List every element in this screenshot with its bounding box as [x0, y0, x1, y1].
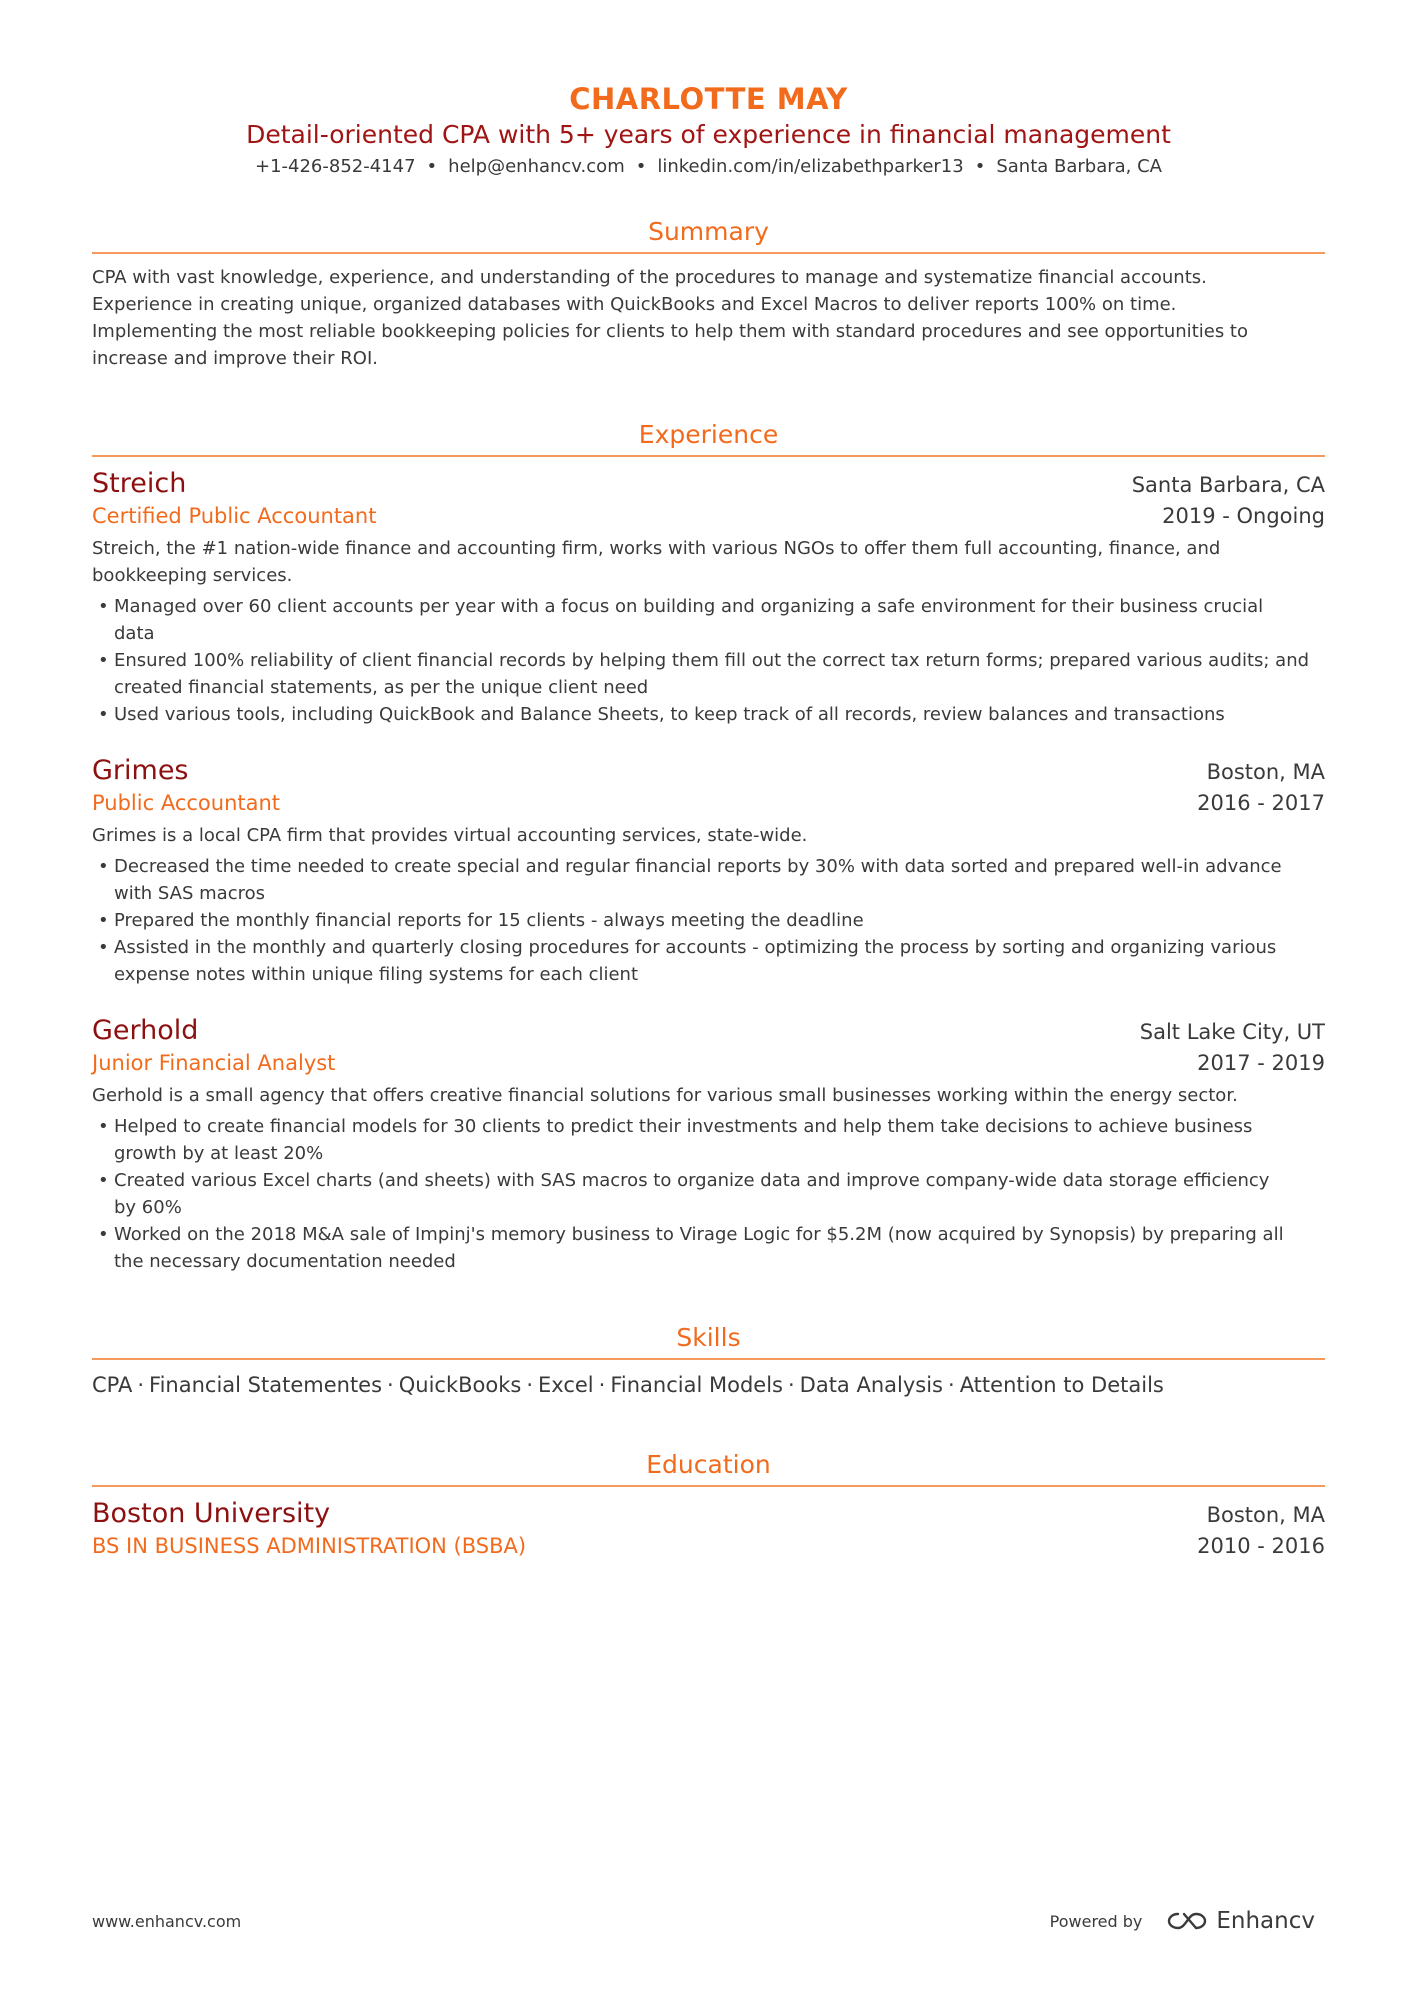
- candidate-headline: Detail-oriented CPA with 5+ years of experience in financial management: [246, 120, 1171, 149]
- company-name: Streich: [92, 468, 187, 499]
- bullet-line: Decreased the time needed to create special and regular financial reports by 30% with data sorted and prepared well-in advance: [114, 856, 1282, 877]
- summary-text: [92, 264, 1325, 372]
- job-location: Boston, MA: [1206, 760, 1325, 784]
- bullet-dot-icon: •: [98, 596, 109, 617]
- contact-location: Santa Barbara, CA: [996, 156, 1162, 177]
- skill-item: Data Analysis: [799, 1373, 943, 1397]
- contact-separator: •: [635, 156, 647, 177]
- job-dates: 2016 - 2017: [1197, 791, 1325, 815]
- bullet-dot-icon: •: [98, 1224, 109, 1245]
- phone-number: +1-426-852-4147: [255, 156, 416, 177]
- summary-line: Experience in creating unique, organized databases with QuickBooks and Excel Macros to deliver reports 100% on time.: [92, 294, 1177, 315]
- bullet-dot-icon: •: [98, 856, 109, 877]
- job-title: Public Accountant: [92, 791, 281, 815]
- page-footer: [92, 1908, 1325, 1934]
- skill-item: CPA: [92, 1373, 133, 1397]
- school-name: Boston University: [92, 1498, 331, 1529]
- summary-line: Implementing the most reliable bookkeeping policies for clients to help them with standard procedures and see opportunities to: [92, 321, 1248, 342]
- education-dates: 2010 - 2016: [1197, 1534, 1325, 1558]
- skills-list: [92, 1370, 1325, 1400]
- job-title: Certified Public Accountant: [92, 504, 377, 528]
- bullet-line: Ensured 100% reliability of client financial records by helping them fill out the correct tax return forms; prepared various audits; and: [114, 650, 1310, 671]
- bullet-line: Prepared the monthly financial reports for 15 clients - always meeting the deadline: [114, 910, 864, 931]
- experience-entry: [92, 467, 1325, 728]
- bullet-line: Worked on the 2018 M&A sale of Impinj's memory business to Virage Logic for $5.2M (now acquired by Synopsis) by preparing all: [114, 1224, 1284, 1245]
- section-divider: [92, 1358, 1325, 1360]
- school-location: Boston, MA: [1206, 1503, 1325, 1527]
- description-line: Gerhold is a small agency that offers creative financial solutions for various small businesses working within the energy sector.: [92, 1085, 1238, 1106]
- bullet-dot-icon: •: [98, 910, 109, 931]
- bullet-line: Helped to create financial models for 30 clients to predict their investments and help them take decisions to achieve business: [114, 1116, 1253, 1137]
- job-title: Junior Financial Analyst: [92, 1051, 336, 1075]
- bullet-line: Assisted in the monthly and quarterly closing procedures for accounts - optimizing the process by sorting and organizing various: [114, 937, 1277, 958]
- skill-item: Attention to Details: [959, 1373, 1164, 1397]
- company-description: [92, 535, 1325, 589]
- enhancv-logo[interactable]: [1166, 1908, 1315, 1934]
- resume-page: [92, 0, 1325, 1561]
- skill-item: Excel: [538, 1373, 594, 1397]
- bullet-dot-icon: •: [98, 650, 109, 671]
- achievement-item: [92, 853, 1325, 907]
- company-name: Grimes: [92, 755, 189, 786]
- skill-separator: ·: [526, 1373, 534, 1397]
- achievement-item: [92, 1113, 1325, 1167]
- summary-line: CPA with vast knowledge, experience, and understanding of the procedures to manage and systematize financial accounts.: [92, 267, 1207, 288]
- candidate-name: CHARLOTTE MAY: [569, 82, 848, 116]
- linkedin-url: linkedin.com/in/elizabethparker13: [657, 156, 964, 177]
- achievement-item: [92, 1167, 1325, 1221]
- achievement-item: [92, 593, 1325, 647]
- contact-line: [92, 153, 1325, 181]
- experience-heading: Experience: [638, 420, 779, 449]
- degree-name: BS IN BUSINESS ADMINISTRATION (BSBA): [92, 1534, 527, 1558]
- company-name: Gerhold: [92, 1015, 199, 1046]
- summary-heading: Summary: [648, 217, 769, 246]
- experience-entry: [92, 1014, 1325, 1275]
- bullet-line: Created various Excel charts (and sheets) with SAS macros to organize data and improve company-wide data storage efficiency: [114, 1170, 1270, 1191]
- bullet-line: by 60%: [114, 1197, 182, 1218]
- job-location: Salt Lake City, UT: [1139, 1020, 1325, 1044]
- resume-header: [92, 0, 1325, 181]
- section-divider: [92, 455, 1325, 457]
- skill-item: QuickBooks: [398, 1373, 522, 1397]
- bullet-line: Used various tools, including QuickBook and Balance Sheets, to keep track of all records, review balances and transactions: [114, 704, 1225, 725]
- bullet-line: data: [114, 623, 155, 644]
- enhancv-brand-name: Enhancv: [1216, 1908, 1315, 1934]
- skill-separator: ·: [387, 1373, 394, 1397]
- bullet-dot-icon: •: [98, 937, 109, 958]
- description-line: Grimes is a local CPA firm that provides virtual accounting services, state-wide.: [92, 825, 808, 846]
- bullet-dot-icon: •: [98, 1116, 109, 1137]
- skill-separator: ·: [137, 1373, 145, 1397]
- description-line: bookkeeping services.: [92, 565, 293, 586]
- bullet-dot-icon: •: [98, 1170, 109, 1191]
- bullet-line: with SAS macros: [114, 883, 265, 904]
- skill-separator: ·: [948, 1373, 955, 1397]
- powered-by-label: Powered by: [1049, 1911, 1143, 1931]
- bullet-line: the necessary documentation needed: [114, 1251, 456, 1272]
- achievement-list: [92, 853, 1325, 988]
- skill-separator: ·: [598, 1373, 606, 1397]
- skills-heading: Skills: [676, 1323, 741, 1352]
- job-location: Santa Barbara, CA: [1131, 473, 1325, 497]
- job-dates: 2019 - Ongoing: [1162, 504, 1325, 528]
- email-address: help@enhancv.com: [448, 156, 625, 177]
- achievement-list: [92, 1113, 1325, 1275]
- achievement-item: [92, 701, 1325, 728]
- bullet-dot-icon: •: [98, 704, 109, 725]
- skill-item: Financial Statementes: [149, 1373, 383, 1397]
- skill-separator: ·: [787, 1373, 795, 1397]
- bullet-line: expense notes within unique filing systems for each client: [114, 964, 639, 985]
- company-description: [92, 1082, 1325, 1109]
- section-divider: [92, 252, 1325, 254]
- enhancv-logo-icon: [1166, 1910, 1208, 1932]
- bullet-line: created financial statements, as per the unique client need: [114, 677, 649, 698]
- bullet-line: Managed over 60 client accounts per year with a focus on building and organizing a safe environment for their business crucial: [114, 596, 1264, 617]
- achievement-item: [92, 1221, 1325, 1275]
- bullet-line: growth by at least 20%: [114, 1143, 324, 1164]
- company-description: [92, 822, 1325, 849]
- education-heading: Education: [646, 1450, 771, 1479]
- contact-separator: •: [974, 156, 986, 177]
- education-entry: [92, 1497, 1325, 1561]
- achievement-item: [92, 647, 1325, 701]
- achievement-item: [92, 907, 1325, 934]
- contact-separator: •: [426, 156, 438, 177]
- section-divider: [92, 1485, 1325, 1487]
- job-dates: 2017 - 2019: [1197, 1051, 1325, 1075]
- powered-by: [1050, 1908, 1325, 1934]
- description-line: Streich, the #1 nation-wide finance and accounting firm, works with various NGOs to offer them full accounting, finance, and: [92, 538, 1221, 559]
- achievement-list: [92, 593, 1325, 728]
- skill-item: Financial Models: [610, 1373, 783, 1397]
- footer-website-link[interactable]: www.enhancv.com: [92, 1911, 242, 1931]
- summary-line: increase and improve their ROI.: [92, 348, 378, 369]
- achievement-item: [92, 934, 1325, 988]
- experience-entry: [92, 754, 1325, 988]
